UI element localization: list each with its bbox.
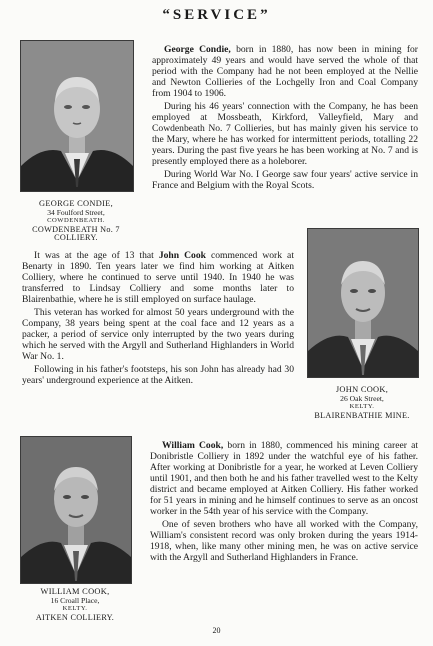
- caption-colliery: BLAIRENBATHIE MINE.: [314, 410, 410, 420]
- portrait-image: [21, 437, 131, 583]
- paragraph: [150, 440, 418, 517]
- portrait-william-cook: [20, 436, 132, 584]
- paragraph: Following in his father's footsteps, his son John has already had 30 years' underground experience at the Aitken.: [22, 364, 294, 386]
- paragraph: [22, 250, 294, 305]
- portrait-john-cook: [307, 228, 419, 378]
- caption-town: KELTY.: [349, 403, 375, 411]
- caption-george-condie: [10, 200, 142, 243]
- page-number: 20: [212, 626, 221, 635]
- portrait-george-condie: [20, 40, 134, 192]
- caption-address: 26 Oak Street,: [340, 393, 384, 403]
- portrait-image: [308, 229, 418, 377]
- caption-john-cook: [297, 386, 427, 420]
- article-john-cook: [22, 250, 294, 388]
- paragraph-text: born in 1880, has now been in mining for approximately 49 years and would have served the whole of that period with the Company had he not been employed at the Nellie and Newton Collieries of the Lochgelly Iron and Coal Company from 1904 to 1906.: [152, 44, 419, 99]
- paragraph-text: It was at the age of 13 that: [34, 250, 154, 261]
- lead-name: William Cook,: [162, 440, 224, 451]
- caption-town: KELTY.: [62, 605, 88, 613]
- page-title: “SERVICE”: [162, 7, 271, 23]
- caption-name: WILLIAM COOK,: [40, 587, 110, 596]
- paragraph: This veteran has worked for almost 50 years underground with the Company, 38 years being spent at the coal face and 12 years as a packer, a period of service only interrupted by the two years during which he served with the Argyll and Sutherland Highlanders in World War No. 1.: [22, 307, 294, 362]
- caption-town: COWDENBEATH.: [47, 217, 105, 225]
- caption-name: GEORGE CONDIE,: [39, 199, 113, 208]
- article-william-cook: [150, 440, 418, 565]
- portrait-image: [21, 41, 133, 191]
- caption-colliery: COWDENBEATH No. 7 COLLIERY.: [32, 224, 120, 243]
- lead-name: George Condie,: [164, 44, 231, 55]
- paragraph: During his 46 years' connection with the Company, he has been employed at Mossbeath, Kirkford, Valleyfield, Mary and Cowdenbeath No. 7 Collieries, but has mainly given his service to the Mary, where he has worked for intermittent periods, totalling 22 years. During the past five years he has been working at No. 7 and is presently employed there as a holeborer.: [152, 101, 418, 167]
- paragraph-text: born in 1880, commenced his mining career at Donibristle Colliery in 1892 under the watchful eye of his father. After working at Donibristle for a year, he worked at Leven Colliery until 1901, and then both he and his father travelled west to the Kelty district and became employed at Aitken Colliery. His father worked for 51 years in mining and he himself continues to serve as an oncost worker in the 54th year of his service with the Company.: [150, 440, 419, 517]
- paragraph: During World War No. I George saw four years' active service in France and Belgium with the Royal Scots.: [152, 169, 418, 191]
- article-george-condie: [152, 44, 418, 193]
- paragraph: [152, 44, 418, 99]
- paragraph: One of seven brothers who have all worked with the Company, William's consistent record was only broken during the years 1914-1918, when, like many other mining men, he was on active service with the Argyll and Sutherland Highlanders in France.: [150, 519, 418, 563]
- caption-name: JOHN COOK,: [335, 385, 389, 394]
- caption-address: 16 Croall Place,: [50, 595, 100, 605]
- caption-colliery: AITKEN COLLIERY.: [35, 612, 115, 622]
- caption-william-cook: [10, 588, 140, 622]
- lead-name: John Cook: [158, 250, 206, 261]
- paragraph-text: commenced work at Benarty in 1890. Ten years later we find him working at Aitken Colliery, where he continued to serve until 1940. In 1940 he was transferred to Lindsay Colliery and some months later to Blairenbathie, where he is still employed on surface haulage.: [22, 250, 294, 305]
- caption-address: 34 Foulford Street,: [47, 207, 105, 217]
